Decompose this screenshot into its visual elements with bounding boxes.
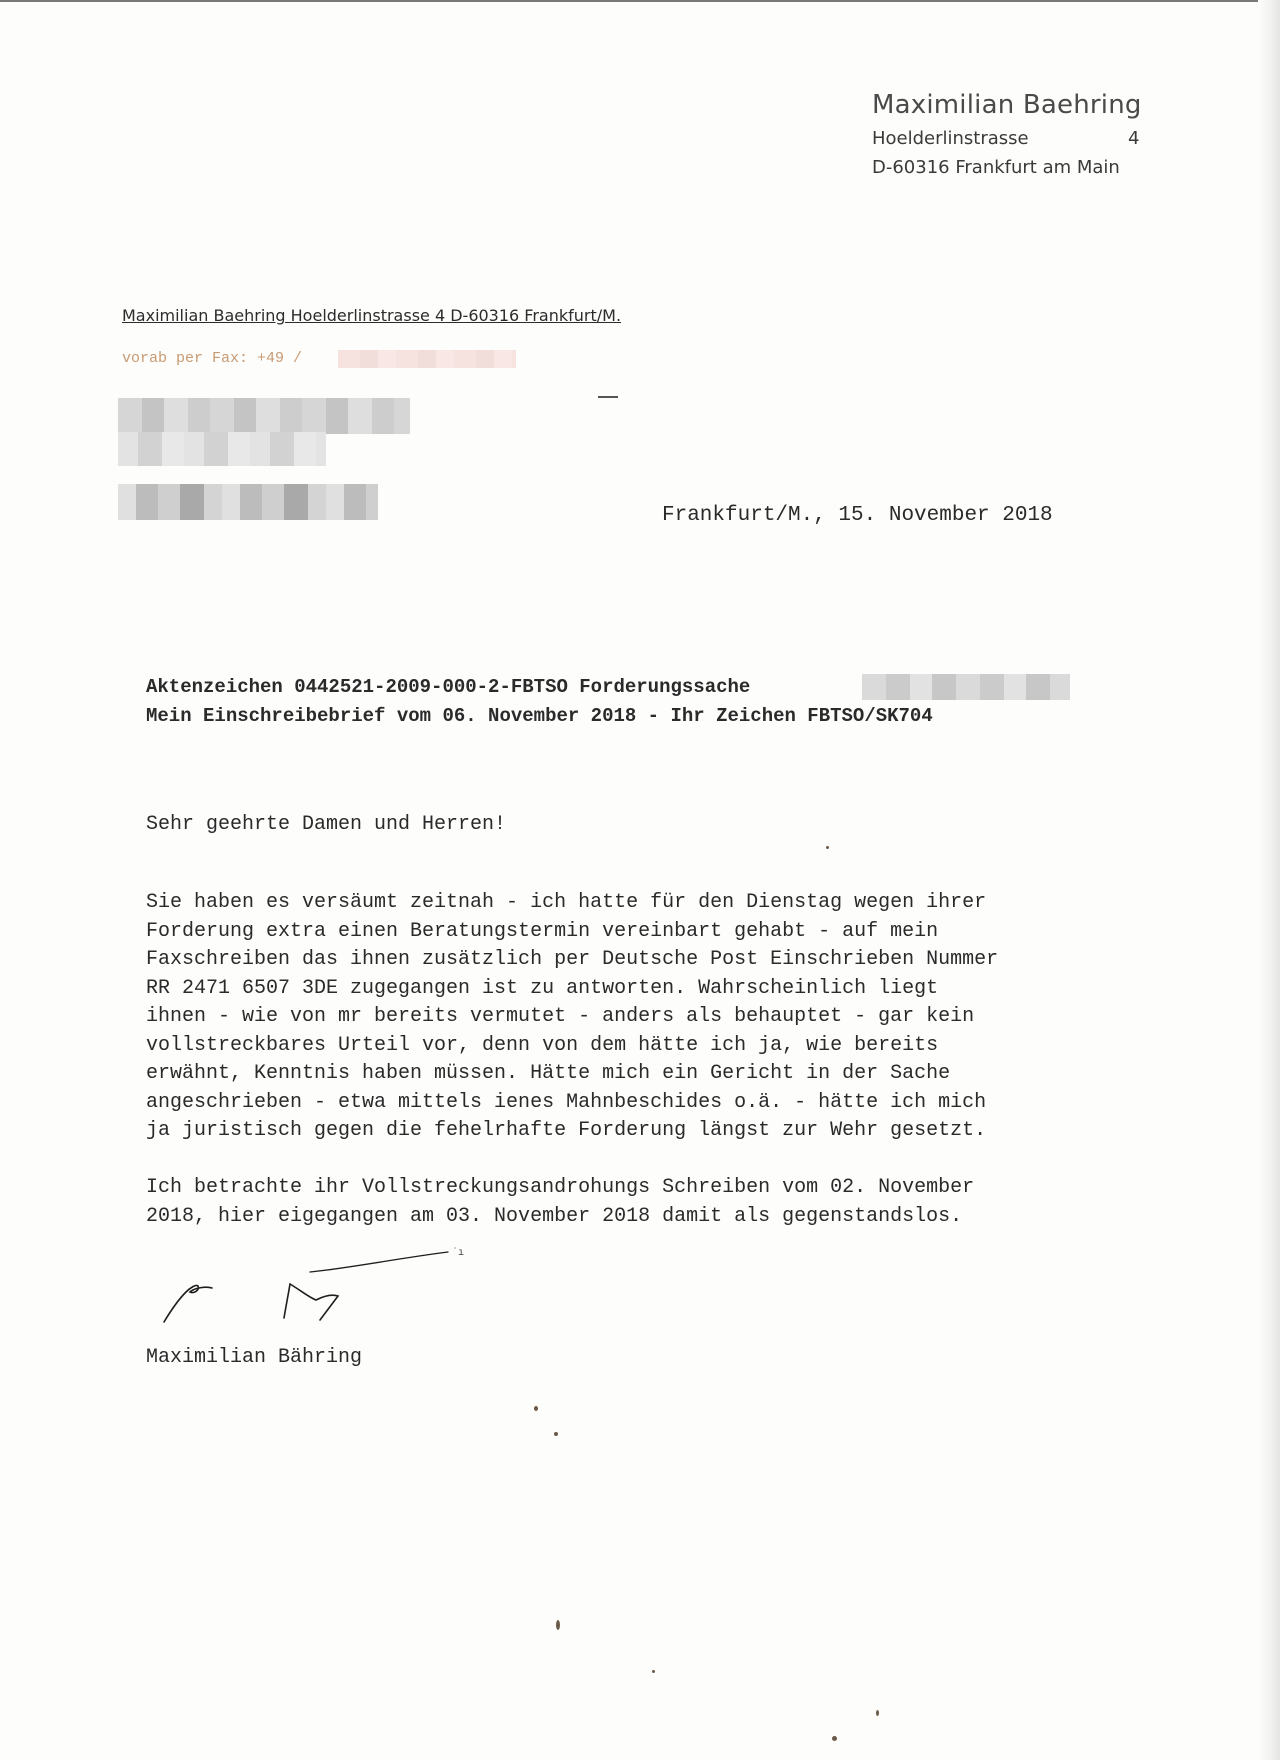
body-line: vollstreckbares Urteil vor, denn von dem hätte ich ja, wie bereits — [146, 1033, 939, 1057]
date-line: Frankfurt/M., 15. November 2018 — [662, 504, 1053, 527]
paper-speck — [826, 846, 829, 849]
stray-mark: ˙ı — [452, 1248, 465, 1259]
body-line: angeschrieben - etwa mittels ienes Mahnbeschides o.ä. - hätte ich mich — [146, 1090, 987, 1114]
paper-speck — [652, 1670, 655, 1673]
body-paragraph-1 — [146, 889, 1146, 1146]
scan-edge-top — [0, 0, 1280, 2]
paper-speck — [876, 1710, 879, 1716]
stray-mark — [598, 396, 618, 398]
paper-speck — [554, 1432, 558, 1436]
body-line: Sie haben es versäumt zeitnah - ich hatte für den Dienstag wegen ihrer — [146, 891, 987, 914]
body-paragraph-2 — [146, 1174, 1146, 1231]
sender-house-number: 4 — [1128, 128, 1140, 149]
redacted-subject-party — [862, 674, 1070, 700]
body-line: Forderung extra einen Beratungstermin vereinbart gehabt - auf mein — [146, 919, 939, 943]
body-line: ja juristisch gegen die fehelrhafte Forderung längst zur Wehr gesetzt. — [146, 1119, 987, 1142]
body-line: ihnen - wie von mr bereits vermutet - anders als behauptet - gar kein — [146, 1005, 975, 1028]
body-line: Ich betrachte ihr Vollstreckungsandrohungs Schreiben vom 02. November — [146, 1176, 975, 1199]
sender-street: Hoelderlinstrasse — [872, 128, 1029, 149]
body-line: Faxschreiben das ihnen zusätzlich per Deutsche Post Einschrieben Nummer — [146, 948, 999, 971]
redacted-recipient-name — [118, 398, 410, 434]
redacted-recipient-city — [118, 484, 378, 520]
redacted-fax-number — [338, 350, 516, 368]
sender-city: D-60316 Frankfurt am Main — [872, 157, 1120, 178]
signer-name: Maximilian Bähring — [146, 1346, 363, 1369]
paper-speck — [534, 1406, 538, 1411]
paper-speck — [556, 1620, 560, 1630]
handwritten-signature — [160, 1246, 460, 1326]
salutation: Sehr geehrte Damen und Herren! — [146, 813, 507, 836]
sender-name: Maximilian Baehring — [872, 90, 1142, 120]
scan-edge-right — [1258, 0, 1280, 1760]
body-line: RR 2471 6507 3DE zugegangen ist zu antworten. Wahrscheinlich liegt — [146, 976, 939, 1000]
subject-line-2: Mein Einschreibebrief vom 06. November 2018 - Ihr Zeichen FBTSO/SK704 — [146, 705, 933, 727]
body-line: erwähnt, Kenntnis haben müssen. Hätte mich ein Gericht in der Sache — [146, 1062, 951, 1085]
paper-speck — [832, 1736, 837, 1741]
return-address-line: Maximilian Baehring Hoelderlinstrasse 4 D-60316 Frankfurt/M. — [122, 306, 622, 325]
fax-line: vorab per Fax: +49 / — [122, 350, 303, 367]
redacted-recipient-line — [118, 432, 326, 466]
subject-line-1: Aktenzeichen 0442521-2009-000-2-FBTSO Forderungssache — [146, 676, 751, 698]
body-line: 2018, hier eigegangen am 03. November 2018 damit als gegenstandslos. — [146, 1204, 963, 1228]
